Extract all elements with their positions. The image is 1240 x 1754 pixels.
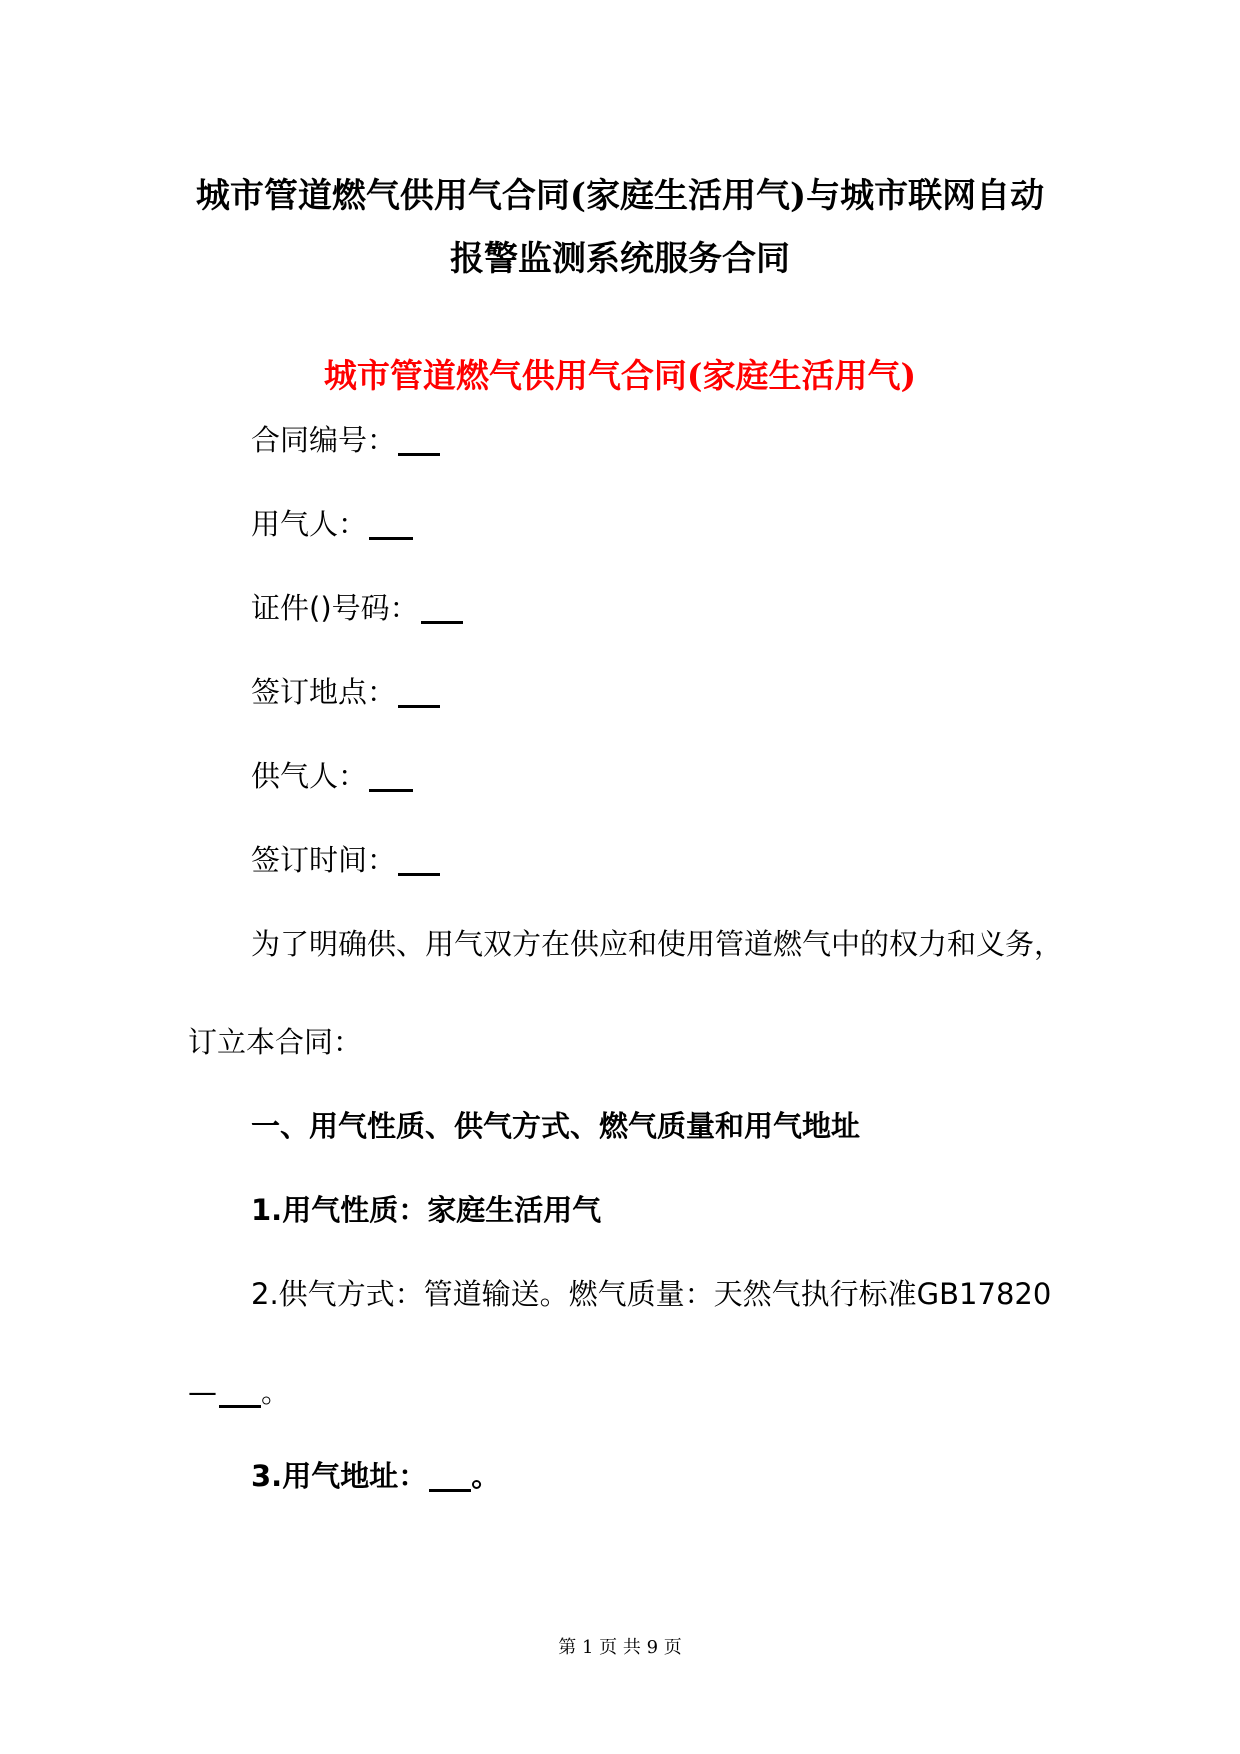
fill-blank xyxy=(369,761,413,792)
field-label: 签订时间： xyxy=(251,843,397,877)
field-label: 3.用气地址： xyxy=(251,1459,428,1493)
item-3-gas-address xyxy=(251,1456,500,1496)
period: 。 xyxy=(471,1459,501,1493)
field-label: 签订地点： xyxy=(251,675,397,709)
fill-blank xyxy=(421,593,463,624)
field-label: 证件()号码： xyxy=(251,591,419,625)
fill-blank xyxy=(219,1377,261,1408)
item-2-supply-method-line-1: 2.供气方式：管道输送。燃气质量：天然气执行标准GB17820 xyxy=(251,1277,1052,1311)
intro-paragraph-line-1: 为了明确供、用气双方在供应和使用管道燃气中的权力和义务， xyxy=(251,927,1064,961)
field-gas-user xyxy=(251,504,413,544)
field-label: 用气人： xyxy=(251,507,368,541)
field-sign-place xyxy=(251,672,440,712)
fill-blank xyxy=(398,845,440,876)
item-2-supply-method-line-2 xyxy=(188,1372,290,1412)
fill-blank xyxy=(398,677,440,708)
field-id-number xyxy=(251,588,463,628)
item-1-gas-nature: 1.用气性质：家庭生活用气 xyxy=(251,1193,602,1227)
field-label: 供气人： xyxy=(251,759,368,793)
field-label: 合同编号： xyxy=(251,423,397,457)
contract-subtitle: 城市管道燃气供用气合同(家庭生活用气) xyxy=(323,356,917,395)
period: 。 xyxy=(261,1375,291,1409)
document-title-line-1: 城市管道燃气供用气合同(家庭生活用气)与城市联网自动 xyxy=(195,176,1045,216)
fill-blank xyxy=(369,509,413,540)
document-title-line-2: 报警监测系统服务合同 xyxy=(450,239,790,279)
field-contract-no xyxy=(251,420,440,460)
dash: — xyxy=(188,1375,217,1409)
field-gas-supplier xyxy=(251,756,413,796)
fill-blank xyxy=(429,1461,471,1492)
intro-paragraph-line-2: 订立本合同： xyxy=(188,1025,363,1059)
page-footer: 第 1 页 共 9 页 xyxy=(558,1637,682,1658)
section-1-heading: 一、用气性质、供气方式、燃气质量和用气地址 xyxy=(251,1109,861,1143)
field-sign-time xyxy=(251,840,440,880)
fill-blank xyxy=(398,425,440,456)
